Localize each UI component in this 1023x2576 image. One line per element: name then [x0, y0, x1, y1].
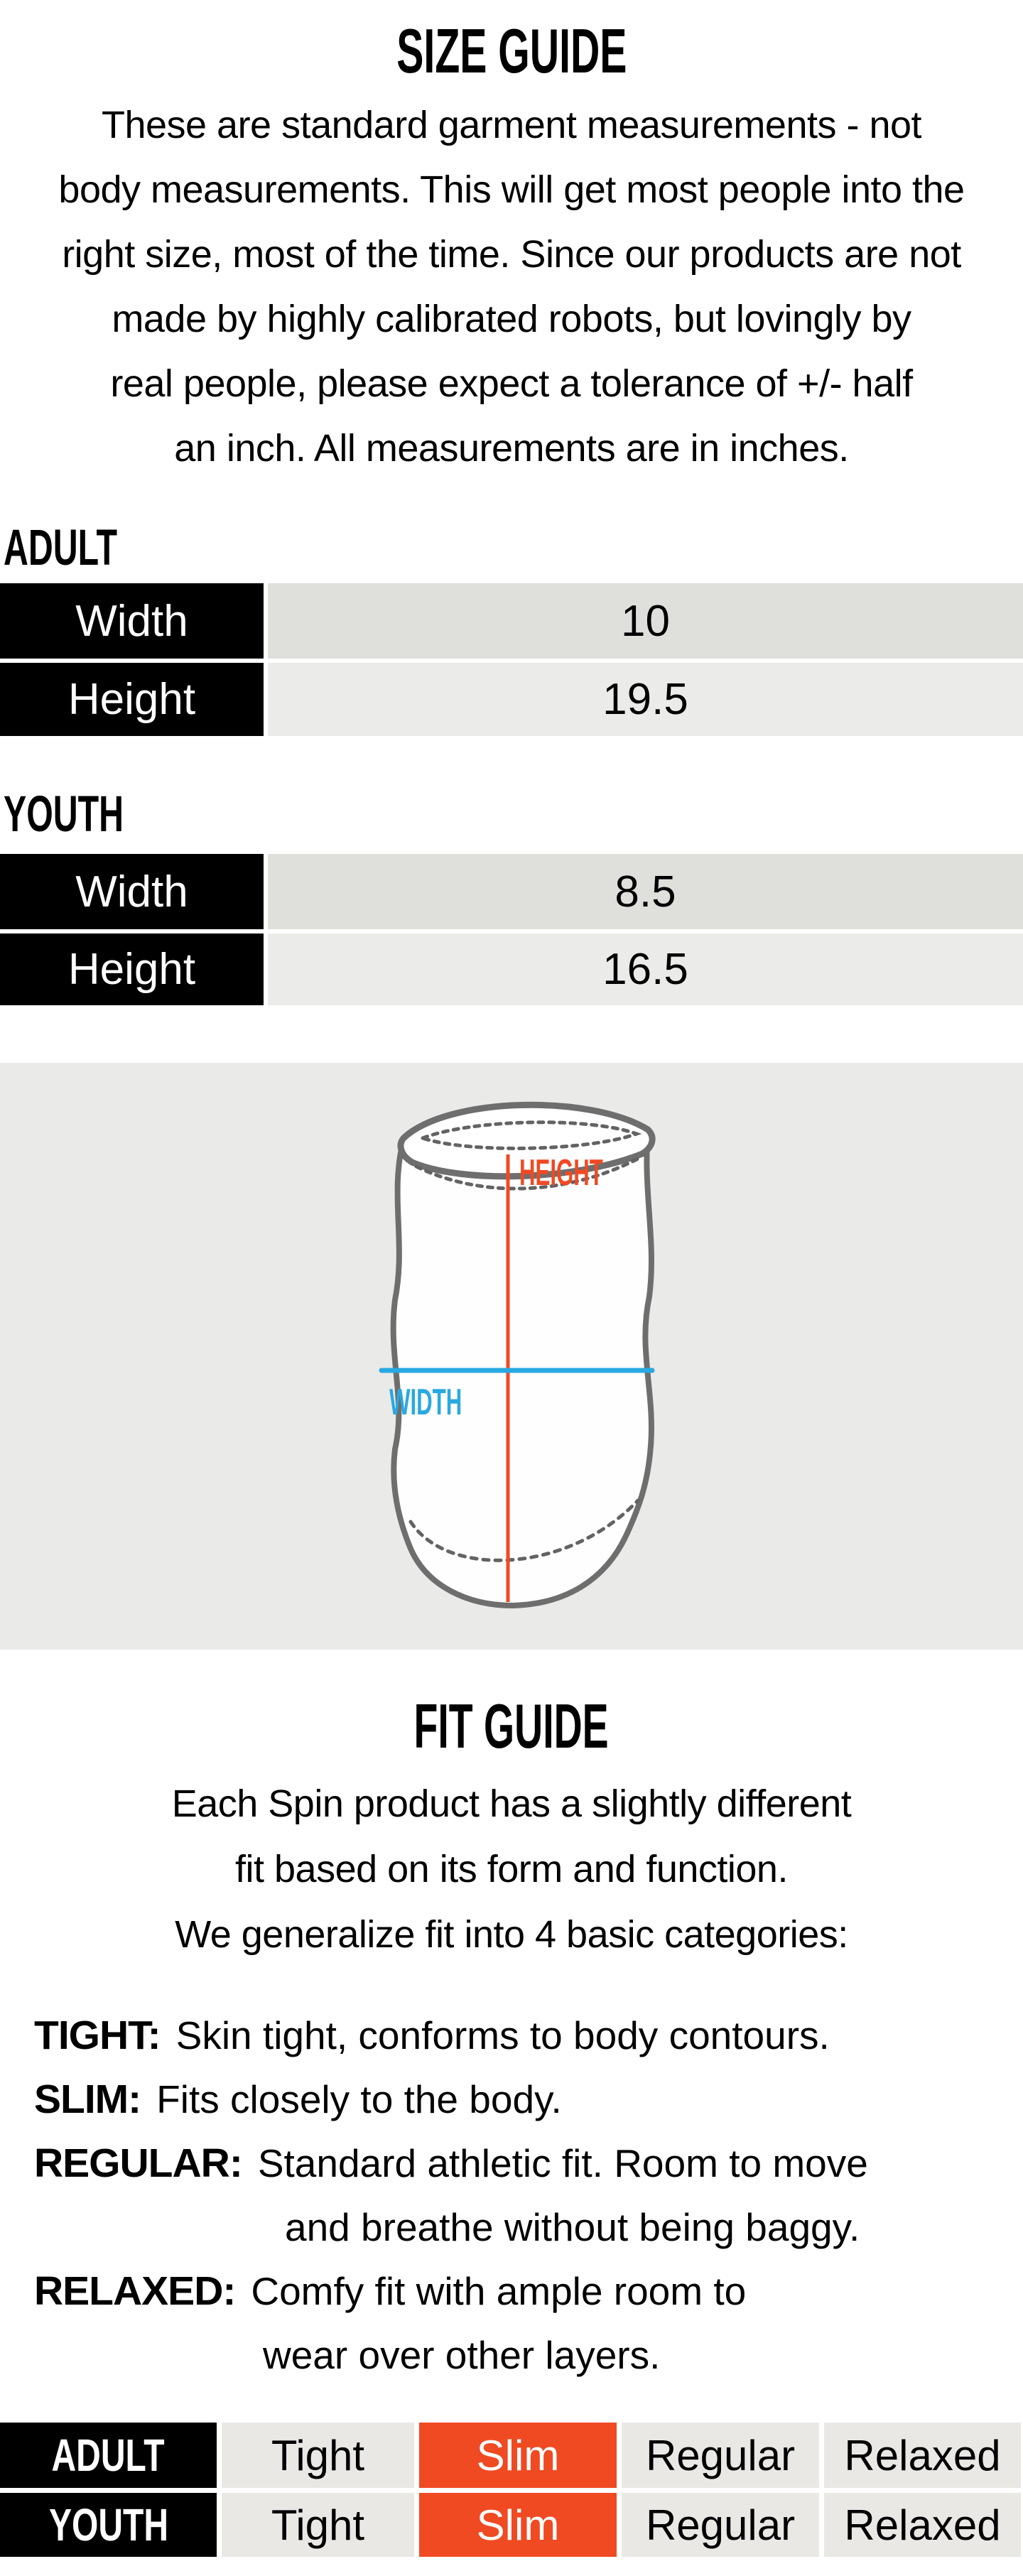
fit-intro-line: We generalize fit into 4 basic categories:	[175, 1913, 848, 1956]
adult-height-value-cell: 19.5	[268, 663, 1023, 736]
fit-items-list	[0, 2003, 1023, 2387]
page-title: SIZE GUIDE	[396, 16, 627, 86]
youth-width-label-cell: Width	[0, 854, 264, 929]
youth-heading: YOUTH	[4, 786, 124, 843]
fit-table-adult-row	[0, 2423, 1023, 2488]
fit-table-youth-relaxed-cell: Relaxed	[824, 2493, 1021, 2557]
fit-table-adult-regular-cell: Regular	[622, 2423, 819, 2488]
fit-table-youth-group-label: YOUTH	[48, 2499, 168, 2550]
fit-item-slim	[0, 2067, 1023, 2131]
intro-paragraph	[0, 93, 1023, 481]
adult-width-row	[0, 583, 1023, 659]
intro-line: an inch. All measurements are in inches.	[174, 427, 849, 470]
fit-guide-title-row	[0, 1691, 1023, 1761]
fit-table-youth-tight-cell: Tight	[222, 2493, 414, 2557]
fit-table-youth-regular-cell: Regular	[622, 2493, 819, 2557]
fit-table-youth-row	[0, 2493, 1023, 2557]
intro-line: body measurements. This will get most people into the	[58, 168, 965, 211]
fit-item-regular-text: Standard athletic fit. Room to move	[257, 2141, 868, 2185]
adult-heading: ADULT	[4, 520, 118, 576]
youth-width-value-cell: 8.5	[268, 854, 1023, 929]
intro-line: These are standard garment measurements - not	[101, 104, 922, 146]
fit-table-adult-slim-cell: Slim	[419, 2423, 617, 2488]
gaiter-measurement-illustration	[355, 1087, 668, 1627]
fit-item-slim-label: SLIM:	[34, 2077, 141, 2122]
fit-item-regular	[0, 2131, 1023, 2195]
adult-height-row	[0, 663, 1023, 736]
youth-height-row	[0, 933, 1023, 1005]
fit-item-relaxed-text: Comfy fit with ample room to	[251, 2269, 747, 2313]
fit-item-tight	[0, 2003, 1023, 2067]
fit-item-tight-label: TIGHT:	[34, 2013, 161, 2058]
fit-table-youth-group-cell	[0, 2493, 217, 2557]
adult-section-heading-row	[4, 520, 170, 576]
youth-width-row	[0, 854, 1023, 929]
fit-table-adult-relaxed-cell: Relaxed	[824, 2423, 1021, 2488]
width-label: WIDTH	[389, 1381, 462, 1424]
youth-height-label-cell: Height	[0, 933, 264, 1005]
adult-width-value-cell: 10	[268, 583, 1023, 659]
fit-item-slim-text: Fits closely to the body.	[156, 2077, 562, 2121]
fit-item-relaxed-text-line2: wear over other layers.	[263, 2333, 661, 2377]
fit-table-adult-group-cell	[0, 2423, 217, 2488]
fit-item-relaxed-label: RELAXED:	[34, 2268, 236, 2314]
fit-intro-line: fit based on its form and function.	[235, 1848, 788, 1890]
intro-line: real people, please expect a tolerance of +/- half	[110, 362, 913, 405]
fit-guide-title: FIT GUIDE	[413, 1691, 610, 1761]
fit-item-regular-label: REGULAR:	[34, 2141, 242, 2186]
fit-guide-intro	[0, 1771, 1023, 1967]
adult-height-label-cell: Height	[0, 663, 264, 736]
fit-item-regular-text-line2: and breathe without being baggy.	[285, 2205, 860, 2249]
adult-width-label-cell: Width	[0, 583, 264, 659]
youth-height-value-cell: 16.5	[268, 933, 1023, 1005]
fit-table-youth-slim-cell: Slim	[419, 2493, 617, 2557]
page-title-row	[0, 18, 1023, 84]
intro-line: made by highly calibrated robots, but lovingly by	[112, 298, 911, 340]
measurement-diagram-section	[0, 1063, 1023, 1650]
fit-item-relaxed	[0, 2259, 1023, 2323]
fit-table-adult-tight-cell: Tight	[222, 2423, 414, 2488]
youth-section-heading-row	[4, 786, 180, 843]
intro-line: right size, most of the time. Since our products are not	[62, 233, 961, 276]
fit-intro-line: Each Spin product has a slightly different	[171, 1782, 852, 1825]
height-label: HEIGHT	[519, 1152, 603, 1194]
fit-item-tight-text: Skin tight, conforms to body contours.	[175, 2013, 830, 2057]
fit-table-adult-group-label: ADULT	[51, 2430, 166, 2481]
